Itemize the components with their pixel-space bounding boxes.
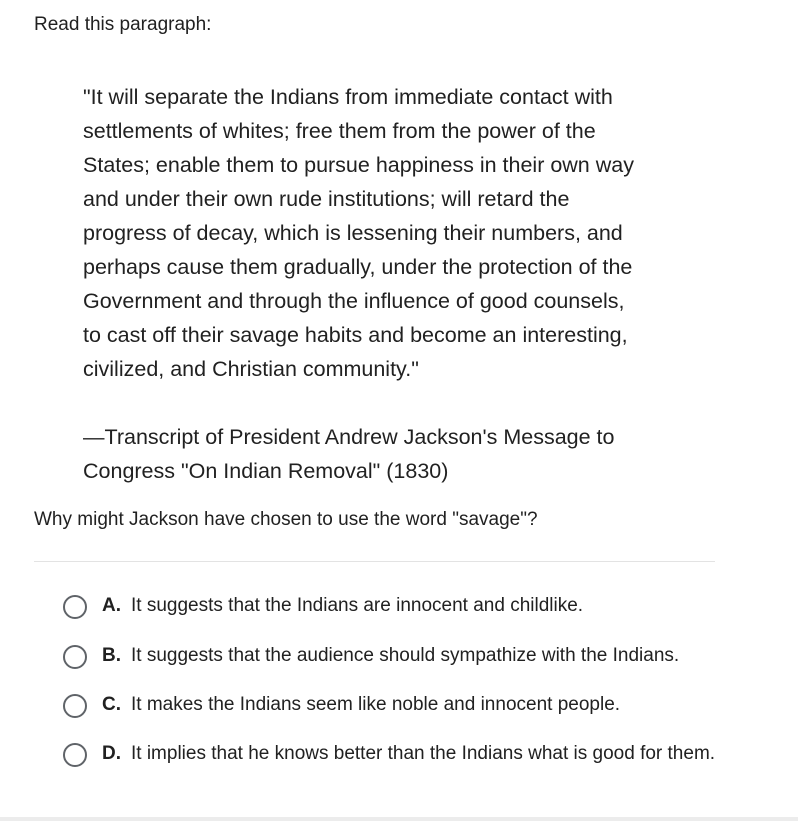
passage-line: to cast off their savage habits and become an interesting, [83, 323, 628, 347]
radio-button-c[interactable] [63, 694, 87, 718]
choice-text: It suggests that the Indians are innocent and childlike. [131, 595, 584, 616]
passage-line: "It will separate the Indians from immediate contact with [83, 85, 613, 109]
radio-button-b[interactable] [63, 645, 87, 669]
passage-line: States; enable them to pursue happiness in their own way [83, 153, 634, 177]
passage-source [83, 420, 683, 488]
instruction-text: Read this paragraph: [34, 14, 212, 35]
bottom-edge [0, 817, 798, 821]
source-line: Congress "On Indian Removal" (1830) [83, 459, 449, 483]
question-text: Why might Jackson have chosen to use the word "savage"? [34, 509, 538, 530]
passage-line: civilized, and Christian community." [83, 357, 419, 381]
quoted-passage [83, 80, 683, 386]
radio-button-d[interactable] [63, 743, 87, 767]
answer-choices [62, 594, 742, 765]
radio-button-a[interactable] [63, 595, 87, 619]
choice-letter: D. [102, 743, 121, 764]
choice-a[interactable] [62, 594, 742, 644]
choice-d[interactable] [62, 742, 742, 765]
passage-line: Government and through the influence of good counsels, [83, 289, 625, 313]
divider [34, 561, 715, 562]
choice-text: It suggests that the audience should sympathize with the Indians. [131, 645, 680, 666]
choice-letter: A. [102, 595, 121, 616]
source-line: —Transcript of President Andrew Jackson's Message to [83, 425, 615, 449]
passage-line: perhaps cause them gradually, under the protection of the [83, 255, 633, 279]
passage-line: and under their own rude institutions; will retard the [83, 187, 570, 211]
passage-line: progress of decay, which is lessening their numbers, and [83, 221, 623, 245]
choice-b[interactable] [62, 644, 742, 693]
choice-letter: B. [102, 645, 121, 666]
choice-text: It implies that he knows better than the Indians what is good for them. [131, 743, 716, 764]
passage-line: settlements of whites; free them from the power of the [83, 119, 596, 143]
choice-text: It makes the Indians seem like noble and innocent people. [131, 694, 621, 715]
choice-c[interactable] [62, 693, 742, 742]
choice-letter: C. [102, 694, 121, 715]
